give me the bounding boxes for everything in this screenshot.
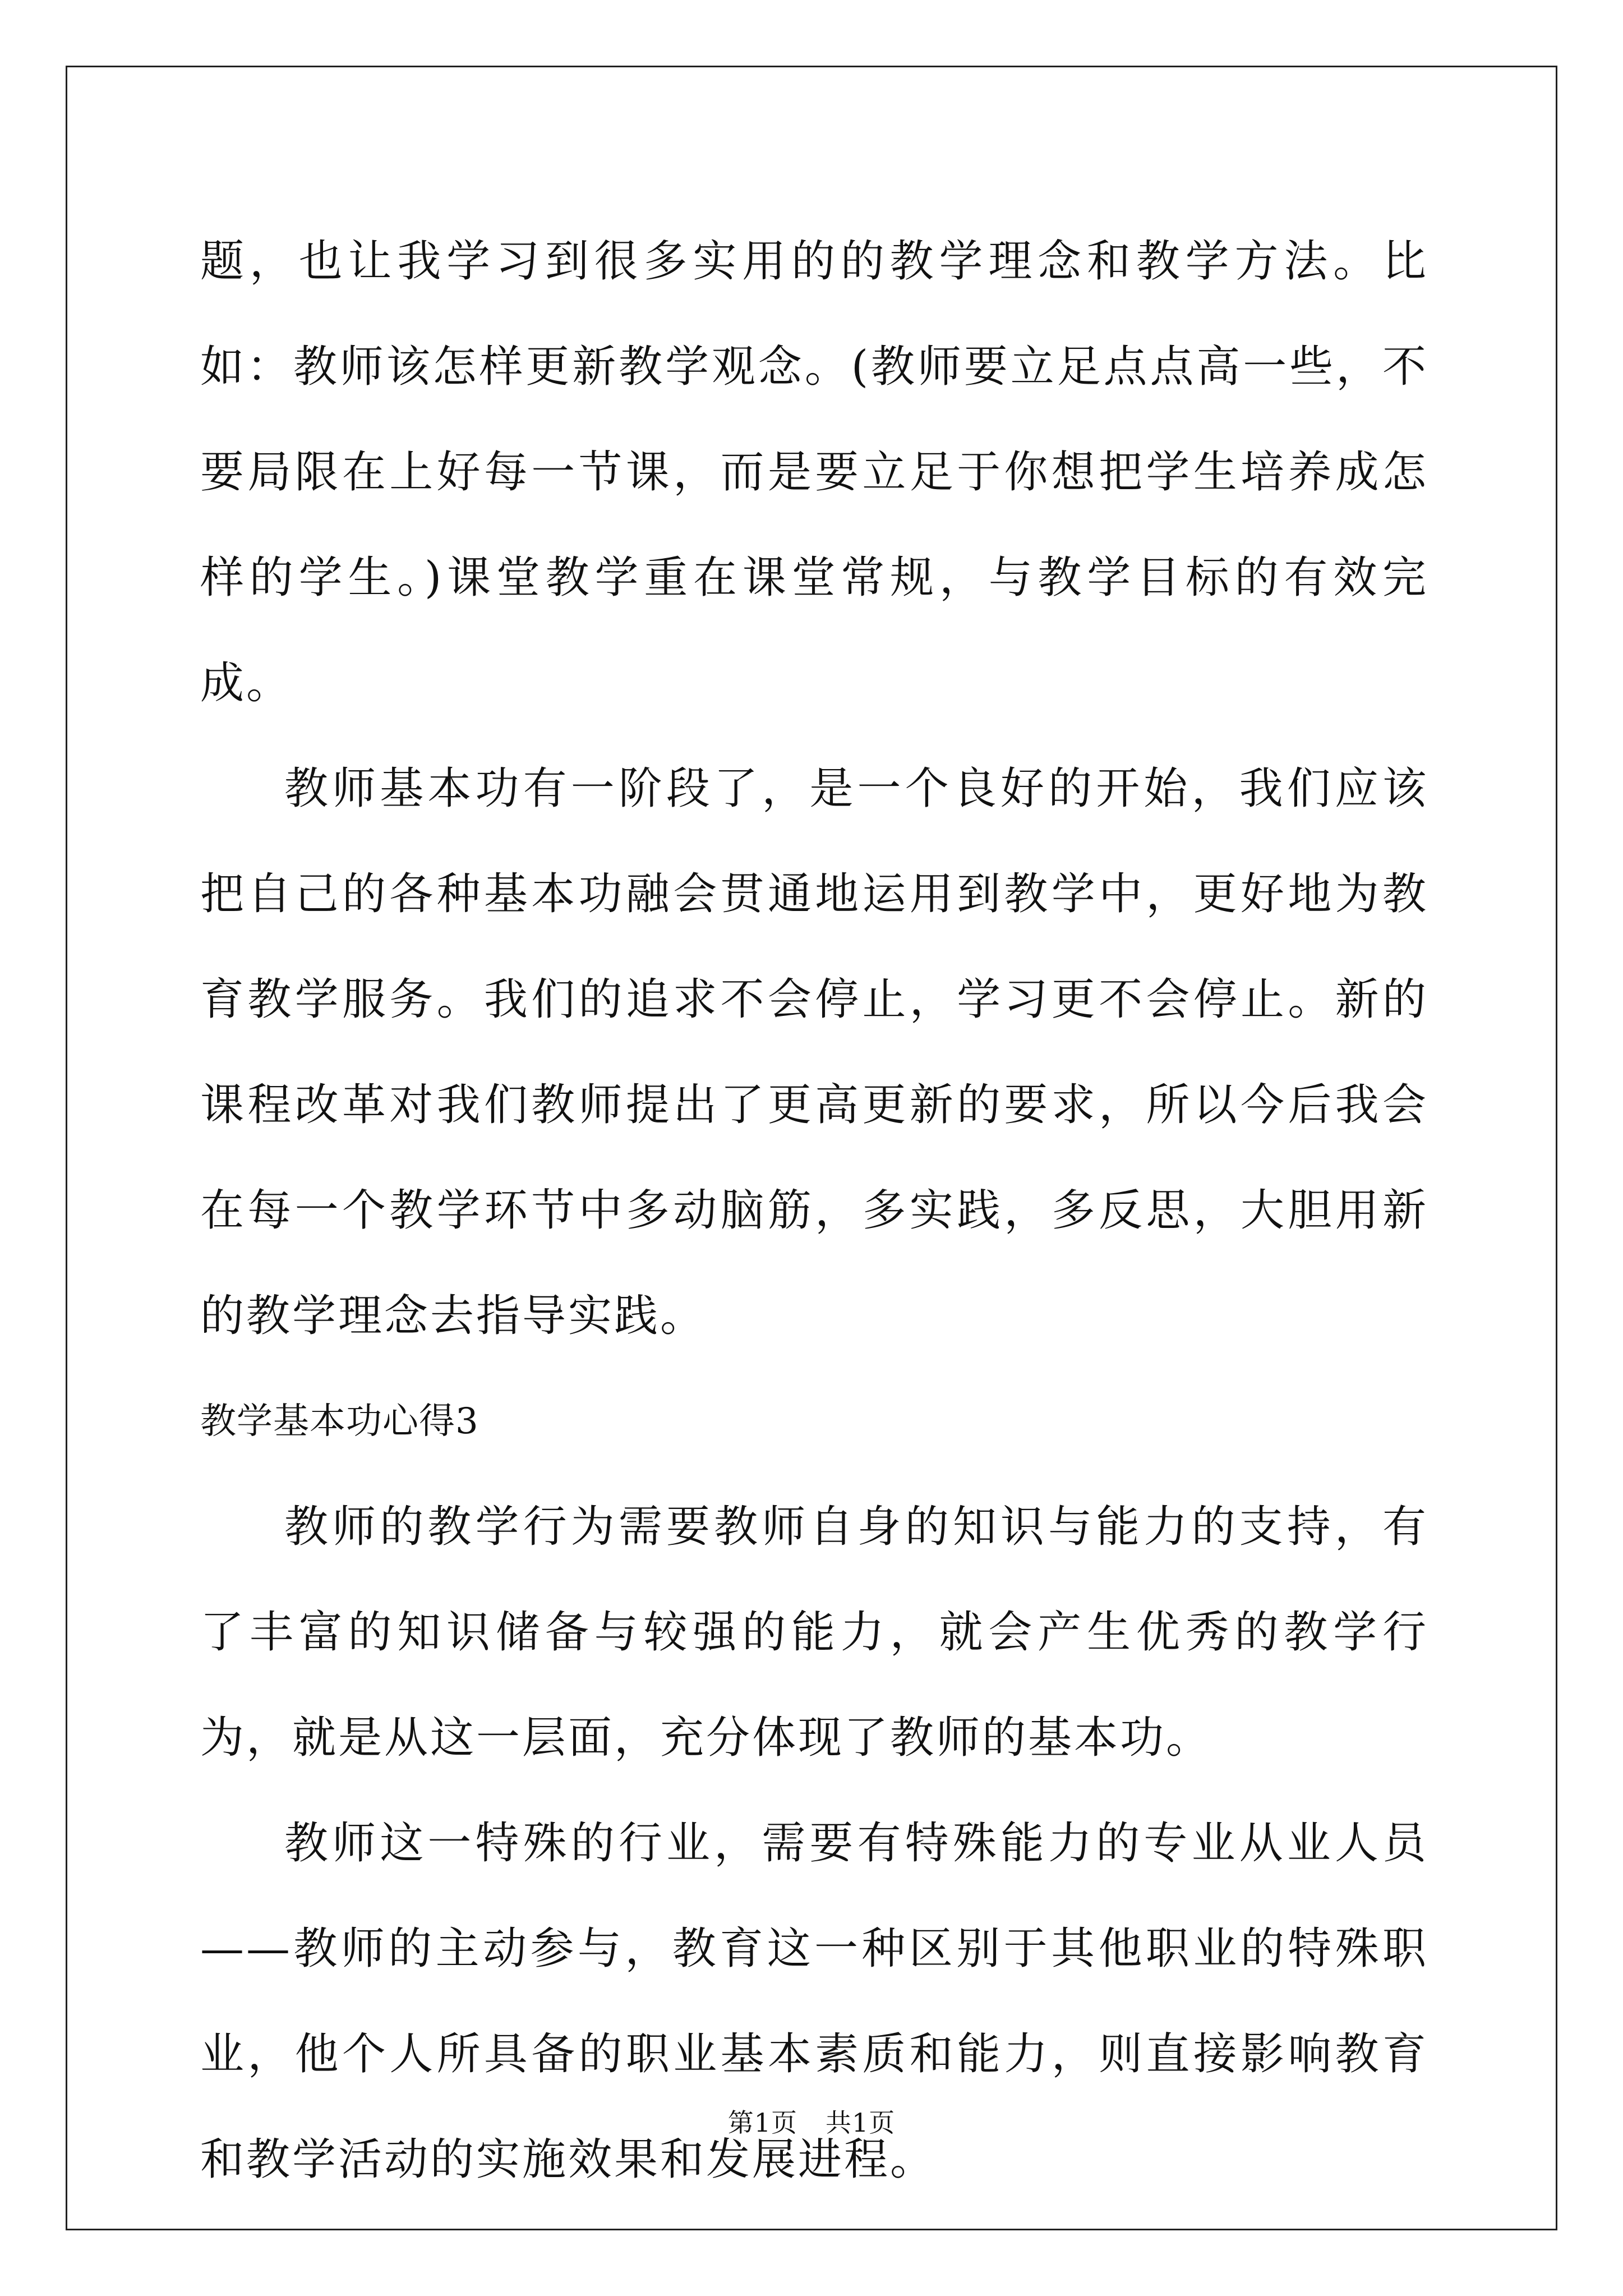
- section-heading: 教学基本功心得3: [200, 1401, 479, 1442]
- document-body: [200, 209, 1428, 2212]
- current-page-label: 第1页: [727, 2108, 797, 2138]
- paragraph-teaching-behavior: 教师的教学行为需要教师自身的知识与能力的支持，有了丰富的知识储备与较强的能力，就会产生优秀的教学行为，就是从这一层面，充分体现了教师的基本功。: [200, 1502, 1428, 1763]
- page-footer: [0, 2102, 1623, 2139]
- paragraph-continuation: 题，也让我学习到很多实用的的教学理念和教学方法。比如：教师该怎样更新教学观念。(教师要立足点点高一些，不要局限在上好每一节课，而是要立足于你想把学生培养成怎样的学生。)课堂教学重在课堂常规，与教学目标的有效完成。: [200, 236, 1428, 708]
- total-pages-label: 共1页: [826, 2108, 896, 2138]
- paragraph-teacher-profession: 教师这一特殊的行业，需要有特殊能力的专业从业人员——教师的主动参与，教育这一种区别于其他职业的特殊职业，他个人所具备的职业基本素质和能力，则直接影响教育和教学活动的实施效果和发展进程。: [200, 1818, 1428, 2185]
- paragraph-basic-skills: 教师基本功有一阶段了，是一个良好的开始，我们应该把自己的各种基本功融会贯通地运用到教学中，更好地为教育教学服务。我们的追求不会停止，学习更不会停止。新的课程改革对我们教师提出了更高更新的要求，所以今后我会在每一个教学环节中多动脑筋，多实践，多反思，大胆用新的教学理念去指导实践。: [200, 763, 1428, 1341]
